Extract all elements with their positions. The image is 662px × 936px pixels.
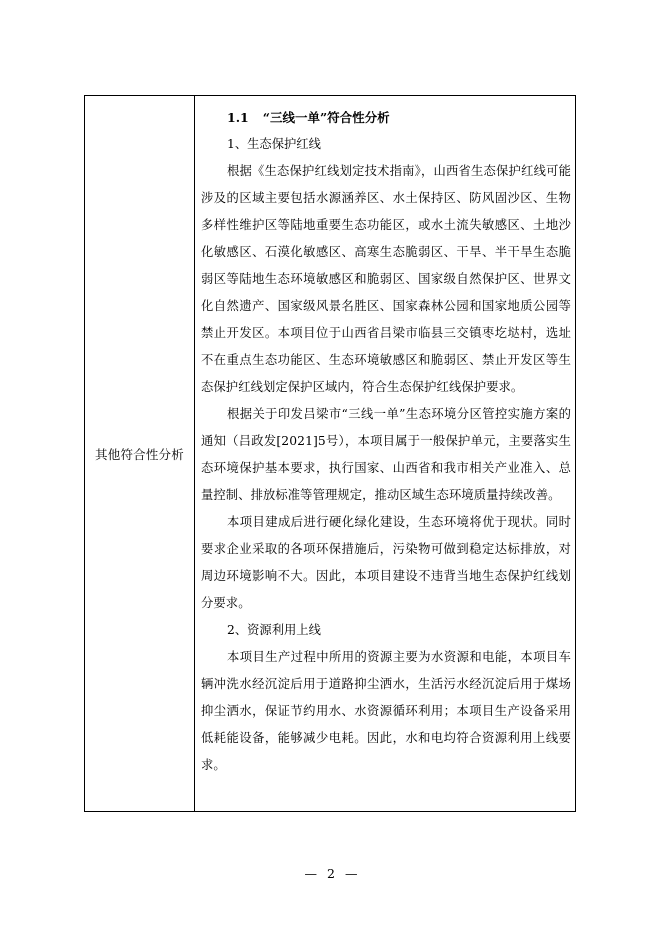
page-footer bbox=[0, 866, 662, 881]
section-number: 1.1 bbox=[227, 110, 249, 125]
subheading-ecological-redline: 1、生态保护红线 bbox=[227, 137, 321, 151]
category-cell bbox=[85, 96, 195, 811]
section-heading bbox=[201, 104, 571, 131]
section-title: “三线一单”符合性分析 bbox=[262, 110, 390, 125]
paragraph-redline-guideline: 根据《生态保护红线划定技术指南》，山西省生态保护红线可能涉及的区域主要包括水源涵养区、水土保持区、防风固沙区、生物多样性维护区等陆地重要生态功能区，或水土流失敏感区、土地沙化敏感区、石漠化敏感区、高寒生态脆弱区、干旱、半干旱生态脆弱区等陆地生态环境敏感区和脆弱区、国家级自然保护区、世界文化自然遗产、国家级风景名胜区、国家森林公园和国家地质公园等禁止开发区。本项目位于山西省吕梁市临县三交镇枣圪垯村，选址不在重点生态功能区、生态环境敏感区和脆弱区、禁止开发区等生态保护红线划定保护区域内，符合生态保护红线保护要求。 bbox=[201, 164, 571, 394]
content-cell bbox=[195, 96, 575, 811]
compliance-table bbox=[84, 95, 576, 812]
paragraph-resource-use: 本项目生产过程中所用的资源主要为水资源和电能，本项目车辆冲洗水经沉淀后用于道路抑尘洒水，生活污水经沉淀后用于煤场抑尘洒水，保证节约用水、水资源循环利用；本项目生产设备采用低耗能设备，能够减少电耗。因此，水和电均符合资源利用上线要求。 bbox=[201, 650, 571, 772]
category-label: 其他符合性分析 bbox=[95, 446, 184, 462]
page-number: 2 bbox=[327, 866, 335, 881]
paragraph-project-impact: 本项目建成后进行硬化绿化建设，生态环境将优于现状。同时要求企业采取的各项环保措施后，污染物可做到稳定达标排放，对周边环境影响不大。因此，本项目建设不违背当地生态保护红线划分要求。 bbox=[201, 515, 571, 610]
subheading-resource-limit: 2、资源利用上线 bbox=[227, 623, 321, 637]
footer-dash-left: — bbox=[304, 866, 318, 881]
paragraph-zoning-notice: 根据关于印发吕梁市“三线一单”生态环境分区管控实施方案的通知（吕政发[2021]5号），本项目属于一般保护单元，主要落实生态环境保护基本要求，执行国家、山西省和我市相关产业准入、总量控制、排放标准等管理规定，推动区域生态环境质量持续改善。 bbox=[201, 407, 571, 502]
footer-dash-right: — bbox=[344, 866, 358, 881]
